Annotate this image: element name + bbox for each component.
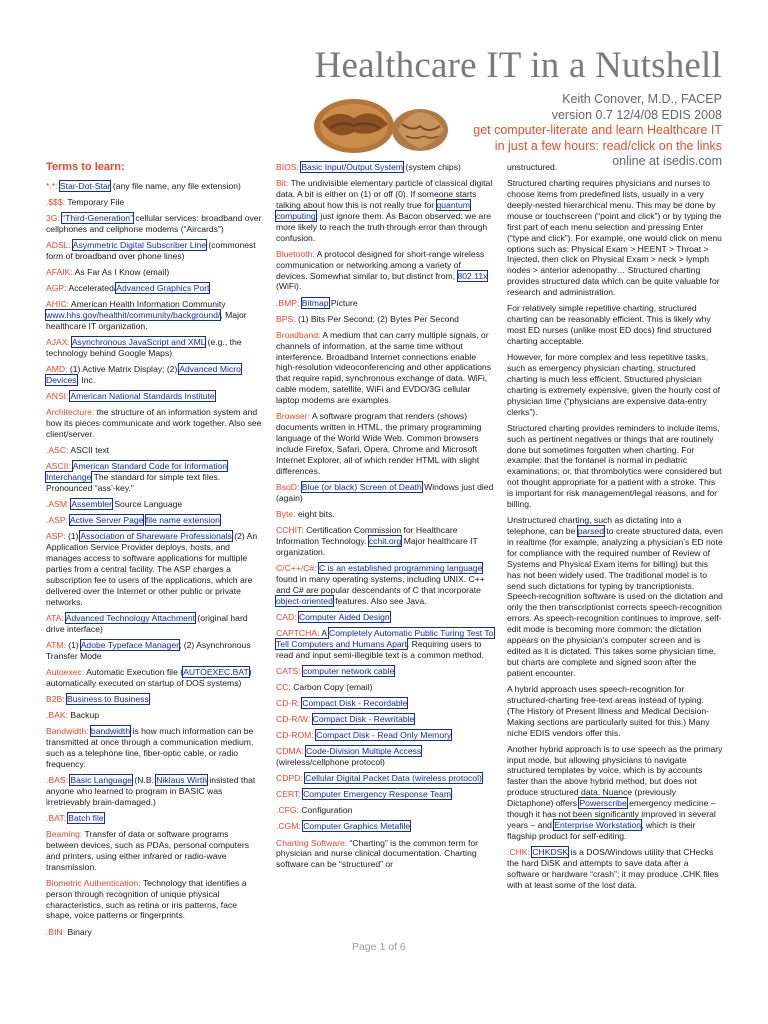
glossary-entry — [276, 525, 494, 558]
glossary-entry — [276, 682, 494, 693]
term-text: Structured charting provides reminders to include items, such as pertinent negatives or things that are routinely done but sometimes forgotten when charting. For example: that the fontanel is normal in pediatric examinations; or, that thrombolytics were considered but not thought appropriate for a patient with a stroke. This is important for risk management/legal reasons, and for billing. — [507, 422, 722, 510]
page-number: Page 1 of 6 — [352, 941, 406, 953]
term-text: (e.g., the technology behind Google Maps) — [46, 337, 242, 359]
term-link[interactable]: Bitmap — [301, 297, 329, 308]
term-text: Accelerated/ — [68, 283, 117, 294]
term-link[interactable]: object-oriented — [276, 595, 333, 606]
term-text: found in many operating systems, including UNIX. C++ and C# are popular descendants of C that incorporate — [276, 573, 485, 595]
term-text: , Inc. — [76, 375, 96, 386]
glossary-entry — [507, 178, 723, 298]
tagline-2: in just a few hours: read/click on the links — [494, 138, 722, 153]
glossary-entry — [507, 847, 723, 891]
glossary-entry — [276, 612, 494, 623]
term-text: (commonest form of broadband over phone lines) — [46, 240, 256, 261]
glossary-entry — [276, 249, 494, 293]
site-note: online at isedis.com — [612, 154, 722, 169]
term-link[interactable]: Active Server Page — [69, 515, 144, 526]
term-text: is a DOS/Windows utility that CHecks the hard DiSK and attempts to save data after a software or hardware “crash”; it may produce .CHK files with at least some of the lost data. — [507, 846, 719, 890]
term-text: Source Language — [111, 499, 183, 510]
term-text: Structured charting requires physicians and nurses to choose items from predefined lists, usually in a very deeply-nested hierarchical menu. This may be done by mouse or touchscreen (“point and click”) or by typing the first part of each menu selection and pressing Enter (“type and click”). For example, one would click on menu options such as: Physical Exam > HEENT > Throat > Injected, then click on Physical Exam > neck > lymph nodes > anterior adenopathy… Structured charting provides structured data which can be quite valuable for research and administration. — [507, 178, 722, 298]
term-label: .ASC: — [46, 445, 69, 456]
term-text: emergency medicine – though it has not been significantly improved in several years – and — [507, 798, 716, 830]
term-label: BsoD: — [276, 481, 300, 492]
glossary-entry — [276, 805, 494, 816]
term-text: (wireless/cellphone protocol) — [276, 757, 385, 768]
term-label: Beaming: — [46, 828, 83, 839]
term-label: CERT: — [276, 789, 301, 800]
term-text: ; (2) Asynchronous Transfer Mode — [46, 639, 251, 661]
term-label: Architecture: — [46, 407, 95, 418]
glossary-entry — [46, 283, 262, 294]
glossary-entry — [507, 684, 723, 739]
term-label: Byte: — [276, 508, 296, 519]
walnut-image — [302, 88, 472, 158]
term-link[interactable]: www.hhs.gov/healthit/community/background/ — [46, 310, 221, 321]
glossary-entry — [276, 746, 494, 768]
term-link[interactable]: AUTOEXEC.BAT — [183, 666, 249, 677]
term-text: (N.B. — [132, 774, 157, 785]
term-link[interactable]: C is an established programming language — [319, 562, 483, 573]
term-text: Binary — [67, 926, 92, 937]
term-label: AMD: — [46, 364, 68, 375]
term-link[interactable]: Business to Business — [67, 693, 149, 704]
term-link[interactable]: Assembler — [71, 499, 112, 510]
col3-entries — [507, 162, 723, 891]
term-label: CAD: — [276, 611, 297, 622]
glossary-entry — [276, 509, 494, 520]
term-text: “Charting” is the common term for physician and nurse clinical documentation. Charting software can be “structured” or — [276, 837, 479, 870]
column-2 — [276, 162, 494, 875]
term-text: to create structured data, even in realtime (for example, analyzing a physician’s ED note for compliance with the required number of Review of Systems and Physical Exam items for billing) but this has not been widely used. The traditional model is to send such dictations for typing by trancriptionists. Speech-recognition software is used on the dictation and only the then transcriptionist corrects speech-recognition errors. As speech-recognition continues to improve, self-edit mode is becoming more common: the dictation appears on the physician’s computer screen and is edited as it is dictated. This takes some physician time, but charts are complete and signed soon after the patient encounter. — [507, 526, 723, 678]
glossary-entry — [276, 162, 494, 173]
term-link[interactable]: 802.11x — [457, 270, 488, 281]
term-link[interactable]: Computer Emergency Response Team — [303, 789, 451, 800]
term-text: (1) — [68, 639, 81, 650]
term-text: eight bits. — [297, 508, 335, 519]
glossary-entry — [46, 461, 262, 494]
glossary-entry — [276, 789, 494, 800]
term-label: ASCII: — [46, 461, 71, 472]
term-link[interactable]: Compact Disk - Recordable — [302, 697, 408, 708]
glossary-entry — [276, 298, 494, 309]
term-link[interactable]: Computer Graphics Metafile — [303, 821, 411, 832]
term-label: .ASP: — [46, 515, 68, 526]
term-link[interactable]: CHKDSK — [532, 846, 569, 857]
term-text: the structure of an information system and how its pieces communicate and work together. Also see client/server. — [46, 407, 262, 440]
term-label: .ASM: — [46, 499, 70, 510]
glossary-entry — [507, 744, 723, 842]
term-text: A software program that renders (shows) documents written in HTML, the primary programming language of the World Wide Web. Common browsers include Firefox, Safari, Opera, Chrome and Microsoft Internet Explorer, all of which render HTML with slight differences. — [276, 411, 482, 476]
term-link[interactable]: Powerscribe — [579, 798, 627, 809]
glossary-entry — [276, 666, 494, 677]
term-text: Transfer of data or software programs between devices, such as PDAs, personal computers and printers, using either infrared or radio-wave transmission. — [46, 828, 250, 872]
glossary-entry — [46, 391, 262, 402]
term-link[interactable]: Association of Shareware Professionals — [80, 531, 232, 542]
glossary-entry — [46, 726, 262, 770]
glossary-entry — [276, 773, 494, 784]
term-text: A hybrid approach uses speech-recognition for structured-charting free-text areas instead of typing. (The History of Present Illness and Medical Decision-Making sections are particularly suited for this.) Many niche EDIS vendors offer this. — [507, 683, 710, 738]
glossary-entry — [276, 563, 494, 607]
term-label: CDMA: — [276, 746, 304, 757]
glossary-entry — [46, 640, 262, 662]
glossary-entry — [46, 445, 262, 456]
term-text: features. Also see Java. — [332, 595, 427, 606]
term-text: Technology that identifies a person through recognition of unique physical characteristics, such as retina or iris patterns, face shape, voice patterns or fingerprints. — [46, 877, 247, 921]
term-label: Biometric Authentication: — [46, 877, 141, 888]
term-label: .CFG: — [276, 805, 299, 816]
term-link[interactable]: bandwidth — [90, 726, 131, 737]
term-label: Bit: — [276, 178, 289, 189]
glossary-entry — [46, 878, 262, 922]
term-label: ANSI: — [46, 391, 69, 402]
term-link[interactable]: “Third-Generation” — [62, 213, 133, 224]
term-label: .BAS: — [46, 774, 68, 785]
column-3 — [507, 162, 723, 896]
term-text: (1) Bits Per Second; (2) Bytes Per Second — [297, 313, 459, 324]
term-label: CAPTCHA: — [276, 627, 320, 638]
term-text: Picture — [328, 297, 358, 308]
term-text: , Major healthcare IT organization. — [46, 310, 247, 332]
col2-entries — [276, 162, 494, 870]
term-link[interactable]: parsed — [577, 526, 604, 537]
glossary-entry — [46, 181, 262, 192]
term-text: Automatic Execution file ( — [86, 666, 184, 677]
term-label: .BMP: — [276, 297, 300, 308]
term-text: The undivisible elementary particle of classical digital data. A bit is either on (1) or off (0). If someone starts talking about how this is not really true for — [276, 178, 493, 210]
glossary-entry — [276, 730, 494, 741]
term-text: Temporary File — [67, 197, 125, 207]
term-label: .BIN: — [46, 926, 66, 937]
term-label: CCHIT: — [276, 524, 304, 535]
term-text: (system chips) — [403, 162, 461, 172]
term-label: Bandwidth: — [46, 726, 89, 737]
glossary-entry — [46, 337, 262, 359]
term-link[interactable]: Compact Disk - Read Only Memory — [316, 730, 452, 741]
term-link[interactable]: American Standard Code for Information Interchange — [46, 461, 228, 483]
term-text: (2) An Application Service Provider deploys, hosts, and manages access to software applications for multiple parties from a central facility. The ASP charges a subscription fee to users of the applications, which are delivered over the Internet or other public or private networks. — [46, 531, 258, 607]
term-label: C/C++/C#: — [276, 562, 317, 573]
glossary-entry — [46, 213, 262, 235]
term-text: ASCII text — [70, 445, 110, 456]
term-link[interactable]: Batch file — [68, 812, 104, 823]
term-link[interactable]: Advanced Graphics Port — [116, 283, 210, 294]
term-text: (WiFi). — [276, 281, 302, 292]
term-label: AFAIK: — [46, 267, 73, 278]
term-link[interactable]: quantum computing — [276, 199, 470, 221]
term-label: Autoexec: — [46, 666, 85, 677]
glossary-entry — [276, 698, 494, 709]
term-label: AHIC: — [46, 299, 69, 310]
glossary-entry — [276, 714, 494, 725]
term-label: AJAX: — [46, 337, 70, 348]
term-text: . Requiring users to read and input semi-illegible text is a common method. — [276, 638, 484, 660]
version: version 0.7 12/4/08 EDIS 2008 — [551, 107, 722, 122]
glossary-entry — [46, 240, 262, 262]
glossary-entry — [276, 821, 494, 832]
term-text: A medium that can carry multiple signals, or channels of information, at the same time without interference. Broadband Internet connections enable high-resolution videoconferencing and other applications that require rapid, synchronous exchange of data. WiFi, cable modem, satellite, WiFi and EVDO/3G cellular laptop modems are examples. — [276, 329, 491, 406]
glossary-entry — [46, 407, 262, 440]
term-link[interactable]: Cellular Digital Packet Data (wireless protocol) — [305, 773, 482, 784]
term-label: ADSL: — [46, 240, 71, 251]
glossary-entry — [46, 667, 262, 689]
term-text: Backup — [70, 710, 100, 720]
term-link[interactable]: Blue (or black) Screen of Death — [301, 481, 422, 492]
term-label: BIOS: — [276, 162, 299, 172]
glossary-entry — [46, 197, 262, 208]
term-link[interactable]: Asynchronous JavaScript and XML — [71, 337, 206, 348]
term-text: cellular services: broadband over cellphones and cellphone modems (“Aircards”) — [46, 213, 262, 234]
term-text: However, for more complex and less repetitive tasks, such as emergency physician charting, structured charting is much less efficient. Structured physician charting is extremely expensive, given the hourly cost of physician time (“physicians are expensive data-entry clerks”). — [507, 352, 721, 417]
term-text: (1) Active Matrix Display; (2) — [69, 364, 180, 375]
glossary-entry — [46, 515, 262, 526]
term-text: A protocol designed for short-range wireless communication or networking among a variety of devices. Somewhat similar to, but distinct from, — [276, 248, 485, 281]
glossary-entry — [507, 423, 723, 510]
term-label: 3G: — [46, 213, 60, 224]
glossary-entry — [507, 515, 723, 679]
term-text: , which is their flagship product for self-editing. — [507, 819, 696, 841]
term-label: CC: — [276, 681, 291, 692]
glossary-entry — [46, 694, 262, 705]
term-text: Major healthcare IT organization. — [276, 535, 478, 557]
term-link[interactable]: Basic Input/Output System — [301, 162, 404, 172]
term-text: (1) — [67, 531, 81, 542]
term-text: , just ignore them. As Bacon observed: we are more likely to reach the truth through error than through confusion. — [276, 210, 491, 243]
term-label: Browser: — [276, 411, 310, 422]
glossary-entry — [46, 613, 262, 635]
term-label: CATS: — [276, 665, 301, 676]
term-label: BPS: — [276, 313, 296, 324]
term-text: American Health Information Community — [70, 299, 226, 310]
term-label: .$$$: — [46, 197, 66, 207]
term-link[interactable]: Enterprise Workstation — [554, 819, 642, 830]
term-text: For relatively simple repetitive charting, structured charting can be reasonably efficient. This is likely why most ED nurses (unlike most ED docs) find structured charting acceptable. — [507, 303, 712, 346]
term-link[interactable]: American National Standards Institute — [70, 391, 215, 402]
term-link[interactable]: Basic Language — [70, 774, 133, 785]
term-label: .CHK: — [507, 846, 530, 857]
term-label: .CGM: — [276, 821, 301, 832]
glossary-entry — [46, 499, 262, 510]
term-text: A — [321, 627, 330, 638]
term-label: .BAK: — [46, 710, 68, 720]
term-link[interactable]: Completely Automatic Public Turing Test To Tell Computers and Humans Apart — [276, 627, 494, 649]
term-text: Configuration — [301, 805, 353, 816]
term-text: insisted that anyone who learned to program in BASIC was irretrievably brain-damaged.) — [46, 774, 256, 807]
term-text: The standard for simple text files. Pronounced “ass’-key.” — [46, 472, 221, 494]
column-1 — [46, 162, 262, 943]
term-text: As Far As I Know (email) — [74, 267, 170, 278]
tagline-1: get computer-literate and learn Healthcare IT — [473, 123, 722, 138]
glossary-entry — [276, 482, 494, 504]
document-title: Healthcare IT in a Nutshell — [314, 45, 722, 86]
term-link[interactable]: computer network cable — [303, 665, 395, 676]
term-label: AGP: — [46, 283, 67, 294]
glossary-entry — [46, 364, 262, 386]
glossary-entry — [507, 303, 723, 347]
term-link[interactable]: Computer Aided Design — [298, 611, 390, 622]
term-label: ATM: — [46, 639, 66, 650]
term-label: Bluetooth: — [276, 248, 315, 259]
term-text: (original hard drive interface) — [46, 612, 248, 634]
glossary-entry — [46, 829, 262, 873]
term-text: Windows just died (again) — [276, 481, 494, 503]
term-link[interactable]: Advanced Technology Attachment — [65, 612, 196, 623]
term-text: Carbon Copy (email) — [293, 681, 373, 692]
term-link[interactable]: Star-Dot-Star — [59, 180, 111, 191]
term-text: Unstructured charting, such as dictating into a telephone, can be — [507, 515, 682, 537]
glossary-entry — [507, 162, 723, 173]
terms-heading: Terms to learn: — [46, 161, 125, 173]
header-meta — [473, 92, 722, 170]
glossary-entry — [46, 531, 262, 607]
term-link[interactable]: Niklaus Wirth — [156, 774, 207, 785]
glossary-entry — [46, 927, 262, 938]
term-link[interactable]: Compact Disk - Rewritable — [312, 713, 415, 724]
term-label: Broadband: — [276, 329, 321, 340]
term-label: Charting Software: — [276, 837, 348, 848]
glossary-entry — [46, 710, 262, 721]
term-link[interactable]: Asymmetric Digital Subscriber Line — [72, 240, 207, 251]
term-label: *.*: — [46, 180, 58, 191]
glossary-entry — [276, 330, 494, 406]
term-text: (any file name, any file extension) — [110, 180, 241, 191]
term-link[interactable]: cchit.org — [368, 535, 402, 546]
term-link[interactable]: Advanced Micro Devices — [46, 364, 241, 386]
glossary-entry — [46, 813, 262, 824]
glossary-entry — [46, 775, 262, 808]
glossary-entry — [276, 838, 494, 871]
term-label: ATA: — [46, 612, 64, 623]
term-label: CD-R: — [276, 697, 300, 708]
term-text: ) automatically executed on startup of DOS systems) — [46, 666, 252, 688]
glossary-entry — [276, 411, 494, 476]
term-label: CD-R/W: — [276, 713, 311, 724]
term-label: CDPD: — [276, 773, 303, 784]
term-text: is how much information can be transmitted at once through a communication medium, such as a telephone line, fiber-optic cable, or radio frequency. — [46, 726, 254, 769]
term-link[interactable]: file name extension — [145, 515, 220, 526]
glossary-entry — [46, 267, 262, 278]
col1-entries — [46, 181, 262, 938]
term-text: Certification Commission for Healthcare Information Technology. — [276, 524, 458, 546]
term-label: .BAT: — [46, 812, 66, 823]
glossary-entry — [276, 314, 494, 325]
term-label: ASP: — [46, 531, 66, 542]
term-text: unstructured. — [507, 162, 558, 172]
glossary-entry — [276, 628, 494, 661]
glossary-entry — [507, 352, 723, 417]
author: Keith Conover, M.D., FACEP — [562, 92, 722, 106]
term-label: B2B: — [46, 693, 65, 704]
glossary-entry — [276, 178, 494, 243]
term-label: CD-ROM: — [276, 730, 314, 741]
term-link[interactable]: Code-Division Multiple Access — [306, 746, 422, 757]
glossary-entry — [46, 299, 262, 332]
term-link[interactable]: Adobe Typeface Manager — [80, 639, 179, 650]
term-text: Another hybrid approach is to use speech as the primary input mode, but allowing physicians to navigate structured templates by voice, which is by accounts faster than the above hybrid method, but does not produce structured data. Nuance (previously Dictaphone) offers — [507, 743, 723, 809]
